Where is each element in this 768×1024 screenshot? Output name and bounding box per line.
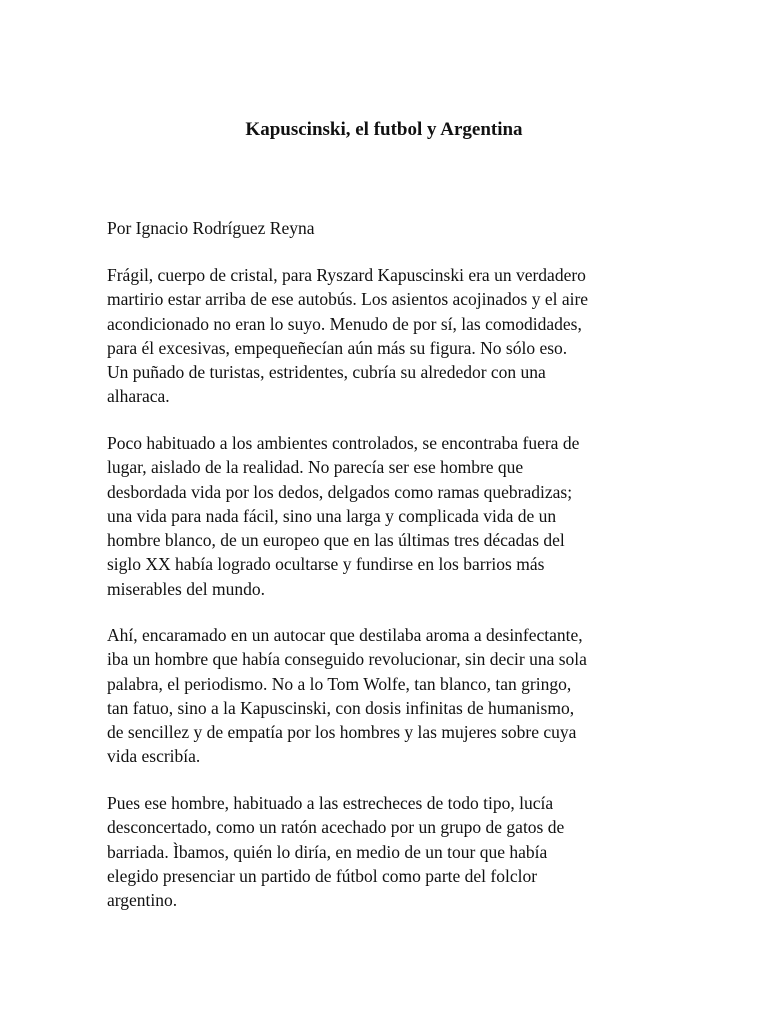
paragraph-line: miserables del mundo.	[107, 578, 265, 599]
paragraph-2	[107, 431, 667, 601]
paragraph-line: Un puñado de turistas, estridentes, cubría su alrededor con una	[107, 362, 546, 383]
paragraph-line: desconcertado, como un ratón acechado por un grupo de gatos de	[107, 817, 565, 838]
paragraph-4	[107, 791, 667, 912]
paragraph-line: martirio estar arriba de ese autobús. Los asientos acojinados y el aire	[107, 289, 589, 310]
paragraph-line: desbordada vida por los dedos, delgados como ramas quebradizas;	[107, 481, 573, 502]
paragraph-line: barriada. Ìbamos, quién lo diría, en medio de un tour que había	[107, 841, 548, 862]
paragraph-line: para él excesivas, empequeñecían aún más su figura. No sólo eso.	[107, 337, 568, 358]
paragraph-line: de sencillez y de empatía por los hombres y las mujeres sobre cuya	[107, 722, 577, 743]
paragraph-line: tan fatuo, sino a la Kapuscinski, con dosis infinitas de humanismo,	[107, 697, 575, 718]
byline: Por Ignacio Rodríguez Reyna	[107, 218, 315, 238]
paragraph-line: Ahí, encaramado en un autocar que destilaba aroma a desinfectante,	[107, 625, 583, 645]
paragraph-line: acondicionado no eran lo suyo. Menudo de por sí, las comodidades,	[107, 313, 582, 334]
paragraph-line: alharaca.	[107, 386, 170, 407]
paragraph-line: siglo XX había logrado ocultarse y fundirse en los barrios más	[107, 554, 545, 575]
paragraph-line: vida escribía.	[107, 746, 201, 767]
paragraph-3	[107, 623, 667, 769]
document-title: Kapuscinski, el futbol y Argentina	[245, 119, 523, 140]
paragraph-line: argentino.	[107, 890, 178, 911]
paragraph-line: una vida para nada fácil, sino una larga y complicada vida de un	[107, 505, 557, 526]
paragraph-line: palabra, el periodismo. No a lo Tom Wolfe, tan blanco, tan gringo,	[107, 673, 572, 694]
paragraph-line: elegido presenciar un partido de fútbol como parte del folclor	[107, 865, 538, 886]
paragraph-line: Pues ese hombre, habituado a las estrecheces de todo tipo, lucía	[107, 793, 554, 813]
paragraph-line: hombre blanco, de un europeo que en las últimas tres décadas del	[107, 530, 565, 551]
paragraph-1	[107, 263, 667, 409]
paragraph-line: lugar, aislado de la realidad. No parecía ser ese hombre que	[107, 457, 524, 478]
paragraph-line: iba un hombre que había conseguido revolucionar, sin decir una sola	[107, 649, 587, 670]
paragraph-line: Frágil, cuerpo de cristal, para Ryszard Kapuscinski era un verdadero	[107, 265, 586, 285]
paragraph-line: Poco habituado a los ambientes controlados, se encontraba fuera de	[107, 433, 580, 453]
